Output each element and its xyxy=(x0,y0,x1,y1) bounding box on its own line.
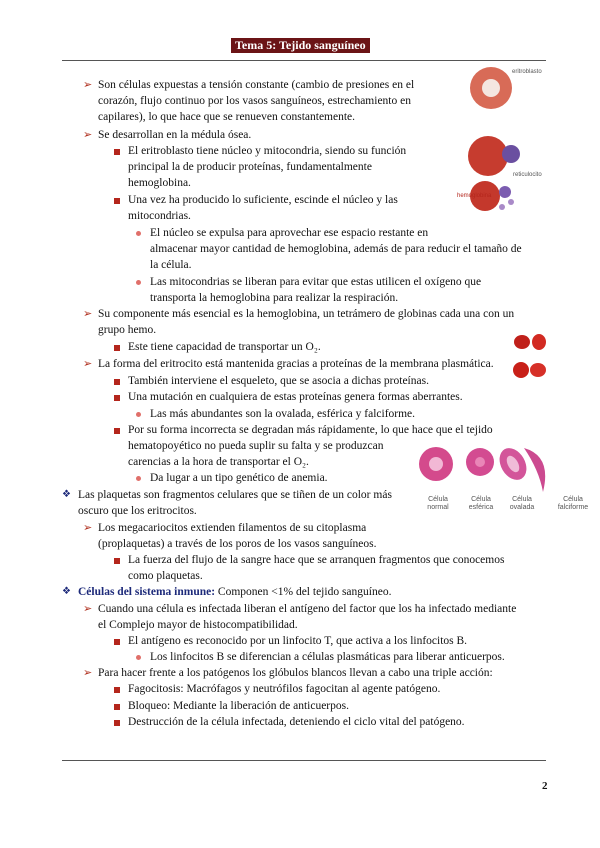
arrow-bullet-icon: ➢ xyxy=(83,667,93,679)
text-line: corazón, flujo continuo por los vasos sanguíneos, estrechamiento en xyxy=(98,95,411,107)
arrow-bullet-icon: ➢ xyxy=(83,129,93,141)
arrow-bullet-icon: ➢ xyxy=(83,79,93,91)
text-line: Destrucción de la célula infectada, deteniendo el ciclo vital del patógeno. xyxy=(128,716,465,728)
square-bullet-icon xyxy=(114,720,120,726)
text-line: Cuando una célula es infectada liberan el antígeno del factor que los ha infectado mediante xyxy=(98,603,517,615)
text-line: Fagocitosis: Macrófagos y neutrófilos fagocitan al agente patógeno. xyxy=(128,683,441,695)
arrow-bullet-icon: ➢ xyxy=(83,522,93,534)
round-bullet-icon xyxy=(136,231,141,236)
text-line: Los linfocitos B se diferencian a células plasmáticas para liberar anticuerpos. xyxy=(150,651,505,663)
erythrocytes-figure xyxy=(512,332,548,384)
label-normal-cell: Célula normal xyxy=(427,496,449,511)
text-line: Los megacariocitos extienden filamentos de su citoplasma xyxy=(98,522,367,534)
text-line: El núcleo se expulsa para aprovechar ese espacio restante en xyxy=(150,227,429,239)
square-bullet-icon xyxy=(114,149,120,155)
label-hemoglobina: hemoglobina xyxy=(457,193,492,199)
text-line: hematopoyético no pueda suplir su falta y se produzcan xyxy=(128,440,384,452)
label-sickle-cell: Célula falciforme xyxy=(557,496,589,511)
text-line: La fuerza del flujo de la sangre hace que se arranquen fragmentos que conocemos xyxy=(128,554,505,566)
text-line: También interviene el esqueleto, que se asocia a dichas proteínas. xyxy=(128,375,429,387)
square-bullet-icon xyxy=(114,379,120,385)
arrow-bullet-icon: ➢ xyxy=(83,603,93,615)
round-bullet-icon xyxy=(136,476,141,481)
footer-rule xyxy=(62,760,546,761)
square-bullet-icon xyxy=(114,687,120,693)
diamond-bullet-icon: ❖ xyxy=(62,489,71,500)
text-line: Se desarrollan en la médula ósea. xyxy=(98,129,252,141)
label-spherical-cell: Célula esférica xyxy=(468,496,494,511)
diamond-bullet-icon: ❖ xyxy=(62,586,71,597)
text-line: Su componente más esencial es la hemoglobina, un tetrámero de globinas cada una con un xyxy=(98,308,515,320)
text-line: el Complejo mayor de histocompatibilidad. xyxy=(98,619,298,631)
text-line: oscuro que los eritrocitos. xyxy=(78,505,197,517)
sickle-cell xyxy=(524,448,545,492)
text-line: El eritroblasto tiene núcleo y mitocondria, siendo su función xyxy=(128,145,407,157)
text-line: grupo hemo. xyxy=(98,324,157,336)
text-line: Las mitocondrias se liberan para evitar que estas utilicen el oxígeno que xyxy=(150,276,482,288)
page-number: 2 xyxy=(542,780,548,792)
text-line: Este tiene capacidad de transportar un O₂. xyxy=(128,341,321,353)
text-line: Da lugar a un tipo genético de anemia. xyxy=(150,472,328,484)
erythroblast-cell-1 xyxy=(470,67,512,109)
label-reticulocito: reticulocito xyxy=(513,172,542,178)
arrow-bullet-icon: ➢ xyxy=(83,308,93,320)
round-bullet-icon xyxy=(136,280,141,285)
text-line: La forma del eritrocito está mantenida gracias a proteínas de la membrana plasmática. xyxy=(98,358,494,370)
text-line: capilares), lo que hace que se renueven constantemente. xyxy=(98,111,356,123)
normal-cell xyxy=(419,447,453,481)
text-line: Las más abundantes son la ovalada, esférica y falciforme. xyxy=(150,408,416,420)
text-line: principal la de producir proteínas, fundamentalmente xyxy=(128,161,372,173)
square-bullet-icon xyxy=(114,395,120,401)
text-line: Células del sistema inmune: Componen <1% del tejido sanguíneo. xyxy=(78,586,392,598)
arrow-bullet-icon: ➢ xyxy=(83,358,93,370)
text-line: Por su forma incorrecta se degradan más rápidamente, lo que hace que el tejido xyxy=(128,424,493,436)
text-line: hemoglobina. xyxy=(128,177,191,189)
text-line: mitocondrias. xyxy=(128,210,191,222)
label-oval-cell: Célula ovalada xyxy=(509,496,535,511)
text-line: la célula. xyxy=(150,259,192,271)
page-title: Tema 5: Tejido sanguíneo xyxy=(231,38,370,53)
erythroblast-figure xyxy=(455,64,547,222)
erythroblast-cell-2 xyxy=(468,136,520,176)
cell-shapes-figure xyxy=(418,440,546,498)
spherical-cell xyxy=(466,448,494,476)
text-line: (proplaquetas) a través de los poros de los vasos sanguíneos. xyxy=(98,538,377,550)
square-bullet-icon xyxy=(114,704,120,710)
text-line: Una vez ha producido lo suficiente, escinde el núcleo y las xyxy=(128,194,398,206)
square-bullet-icon xyxy=(114,428,120,434)
text-line: Las plaquetas son fragmentos celulares que se tiñen de un color más xyxy=(78,489,392,501)
text-line: El antígeno es reconocido por un linfocito T, que activa a los linfocitos B. xyxy=(128,635,468,647)
header-rule xyxy=(62,60,546,61)
text-line: almacenar mayor cantidad de hemoglobina, además de para reducir el tamaño de xyxy=(150,243,522,255)
text-line: Bloqueo: Mediante la liberación de anticuerpos. xyxy=(128,700,349,712)
text-line: Una mutación en cualquiera de estas proteínas genera formas aberrantes. xyxy=(128,391,463,403)
label-eritroblasto: eritroblasto xyxy=(512,69,542,75)
text-line: carencias a la hora de transportar el O₂. xyxy=(128,456,309,468)
text-line: Son células expuestas a tensión constante (cambio de presiones en el xyxy=(98,79,415,91)
text-line: como plaquetas. xyxy=(128,570,203,582)
square-bullet-icon xyxy=(114,558,120,564)
round-bullet-icon xyxy=(136,412,141,417)
round-bullet-icon xyxy=(136,655,141,660)
square-bullet-icon xyxy=(114,345,120,351)
square-bullet-icon xyxy=(114,198,120,204)
text-line: Para hacer frente a los patógenos los glóbulos blancos llevan a cabo una triple acción: xyxy=(98,667,493,679)
square-bullet-icon xyxy=(114,639,120,645)
text-line: transporta la hemoglobina para realizar la respiración. xyxy=(150,292,399,304)
